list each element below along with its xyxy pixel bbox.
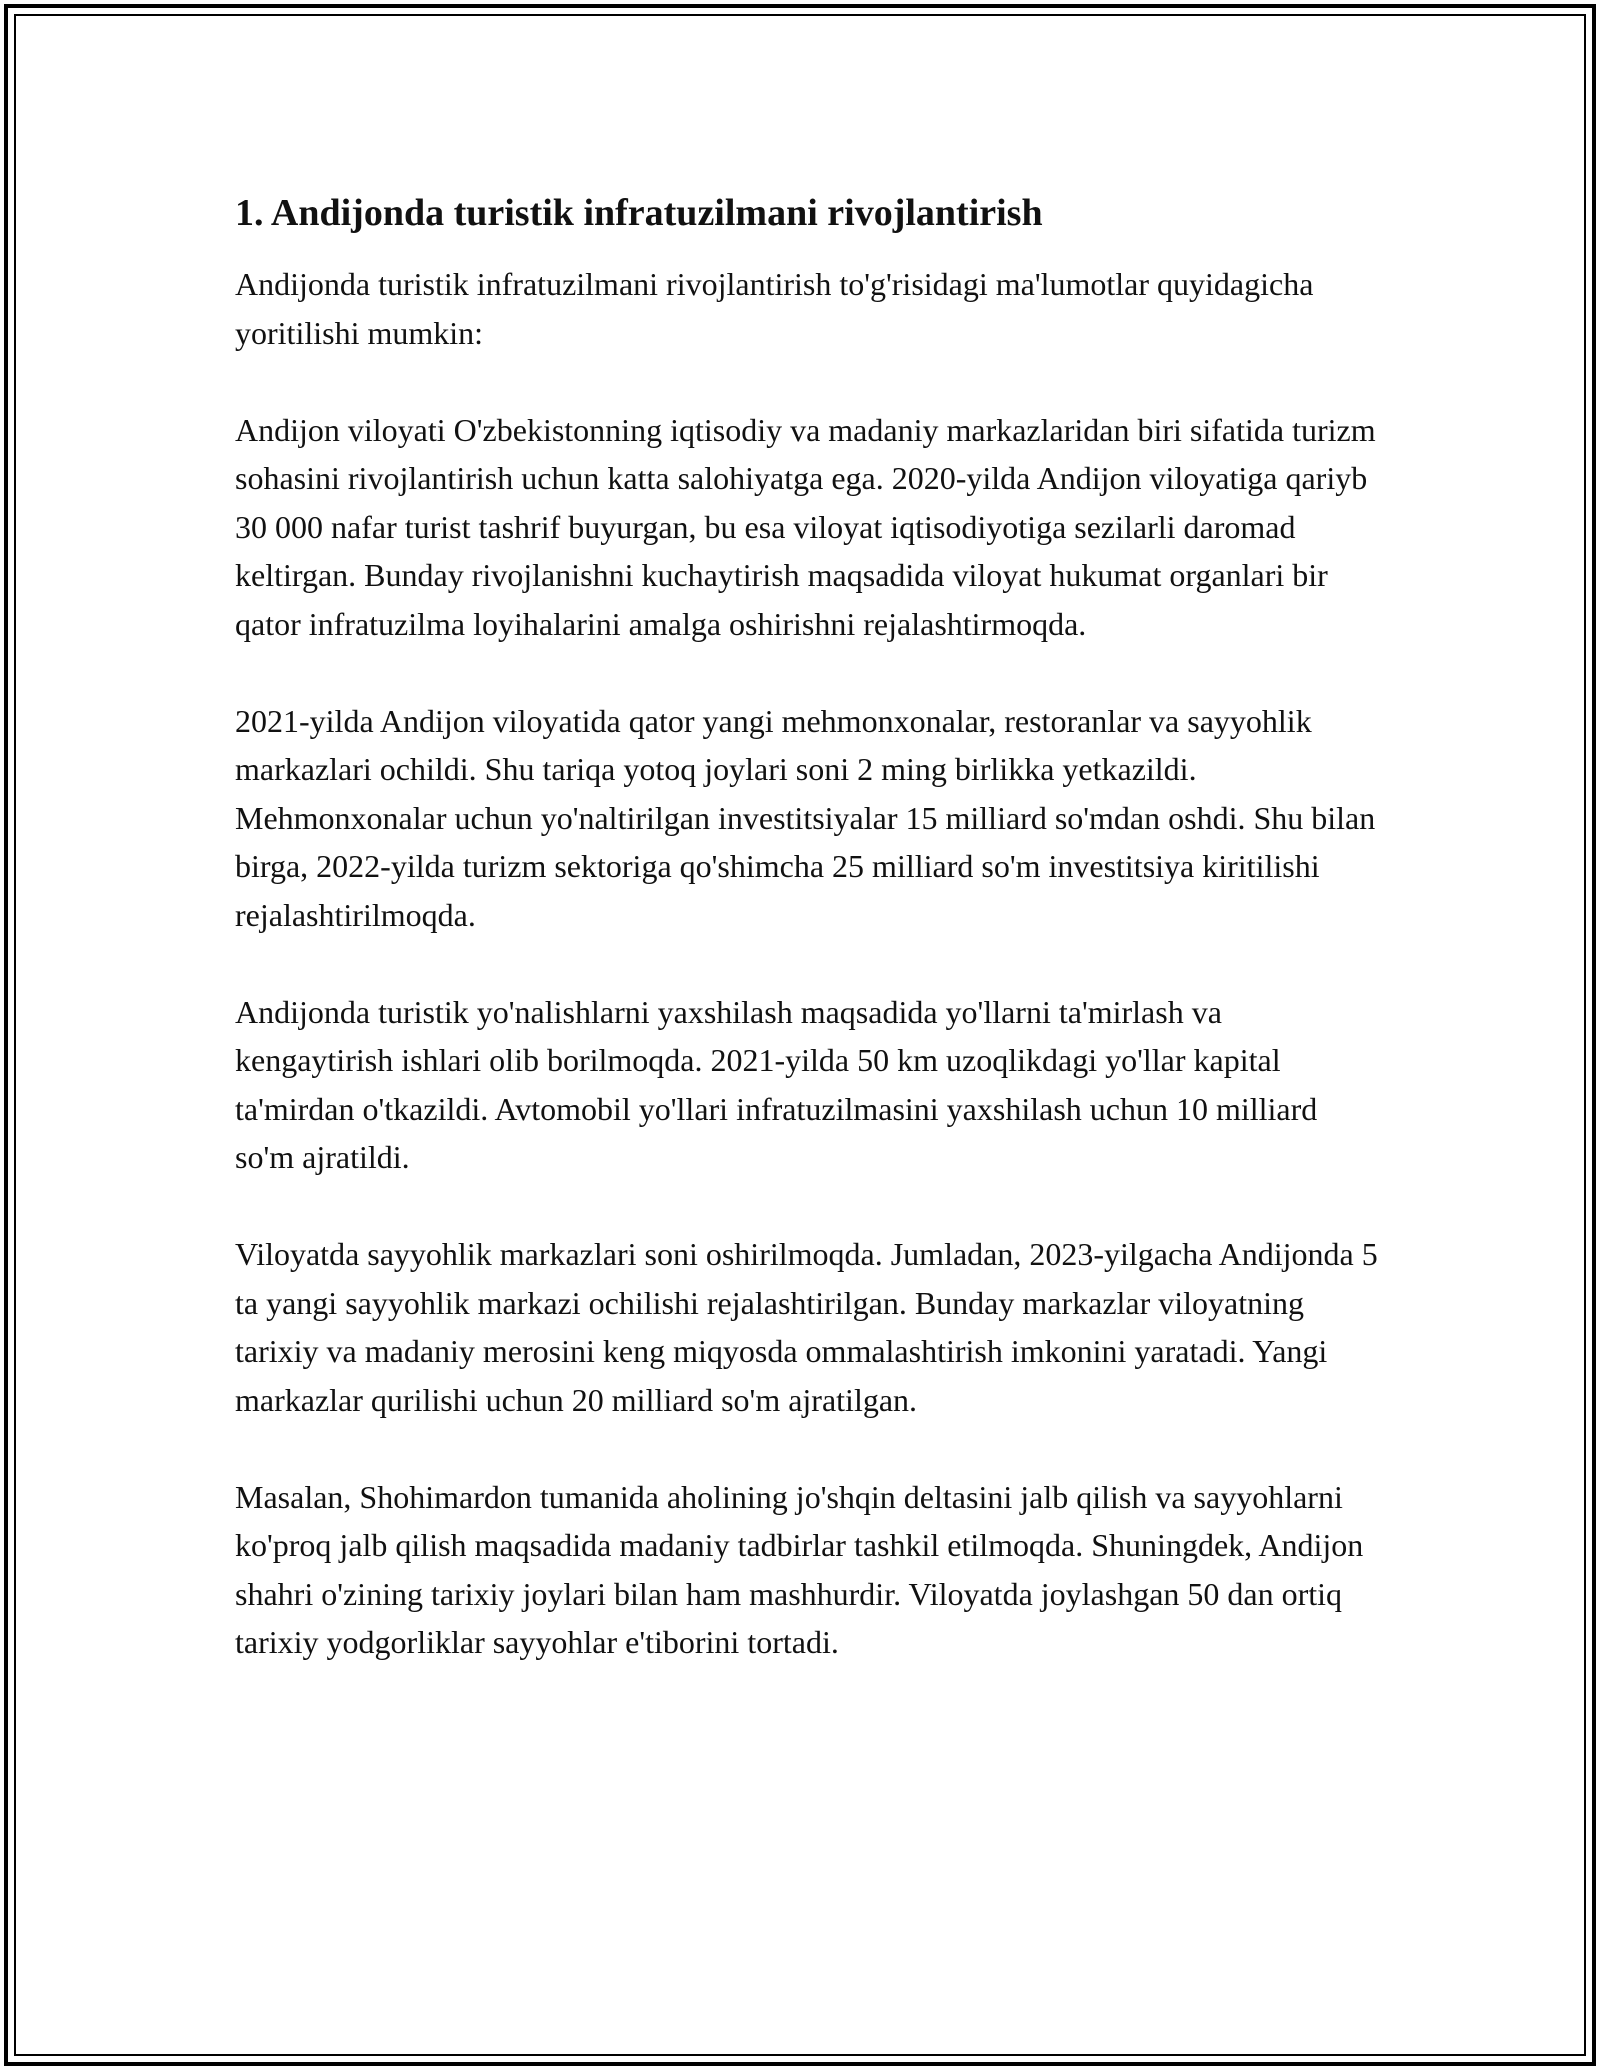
paragraph-hotels: 2021-yilda Andijon viloyatida qator yangi mehmonxonalar, restoranlar va sayyohlik markazlari ochildi. Shu tariqa yotoq joylari soni 2 ming birlikka yetkazildi. Mehmonxonalar uchun yo'naltirilgan investitsiyalar 15 milliard so'mdan oshdi. Shu bilan birga, 2022-yilda turizm sektoriga qo'shimcha 25 milliard so'm investitsiya kiritilishi rejalashtirilmoqda. <box>235 702 1376 933</box>
paragraph-tourism-centers: Viloyatda sayyohlik markazlari soni oshirilmoqda. Jumladan, 2023-yilgacha Andijonda 5 ta yangi sayyohlik markazi ochilishi rejalashtirilgan. Bunday markazlar viloyatning tarixiy va madaniy merosini keng miqyosda ommalashtirish imkonini yaratadi. Yangi markazlar qurilishi uchun 20 milliard so'm ajratilgan. <box>235 1236 1378 1418</box>
document-title: 1. Andijonda turistik infratuzilmani rivojlantirish <box>235 192 1043 234</box>
paragraph-roads: Andijonda turistik yo'nalishlarni yaxshilash maqsadida yo'llarni ta'mirlash va kengaytirish ishlari olib borilmoqda. 2021-yilda 50 km uzoqlikdagi yo'llar kapital ta'mirdan o'tkazildi. Avtomobil yo'llari infratuzilmasini yaxshilash uchun 10 milliard so'm ajratildi. <box>235 993 1318 1175</box>
paragraph-example: Masalan, Shohimardon tumanida aholining jo'shqin deltasini jalb qilish va sayyohlarni ko'proq jalb qilish maqsadida madaniy tadbirlar tashkil etilmoqda. Shuningdek, Andijon shahri o'zining tarixiy joylari bilan ham mashhurdir. Viloyatda joylashgan 50 dan ortiq tarixiy yodgorliklar sayyohlar e'tiborini tortadi. <box>235 1478 1364 1660</box>
paragraph-intro: Andijonda turistik infratuzilmani rivojlantirish to'g'risidagi ma'lumotlar quyidagicha yoritilishi mumkin: <box>235 266 1314 351</box>
document-body <box>235 188 1380 1715</box>
paragraph-potential: Andijon viloyati O'zbekistonning iqtisodiy va madaniy markazlaridan biri sifatida turizm sohasini rivojlantirish uchun katta salohiyatga ega. 2020-yilda Andijon viloyatiga qariyb 30 000 nafar turist tashrif buyurgan, bu esa viloyat iqtisodiyotiga sezilarli daromad keltirgan. Bunday rivojlanishni kuchaytirish maqsadida viloyat hukumat organlari bir qator infratuzilma loyihalarini amalga oshirishni rejalashtirmoqda. <box>235 411 1376 642</box>
